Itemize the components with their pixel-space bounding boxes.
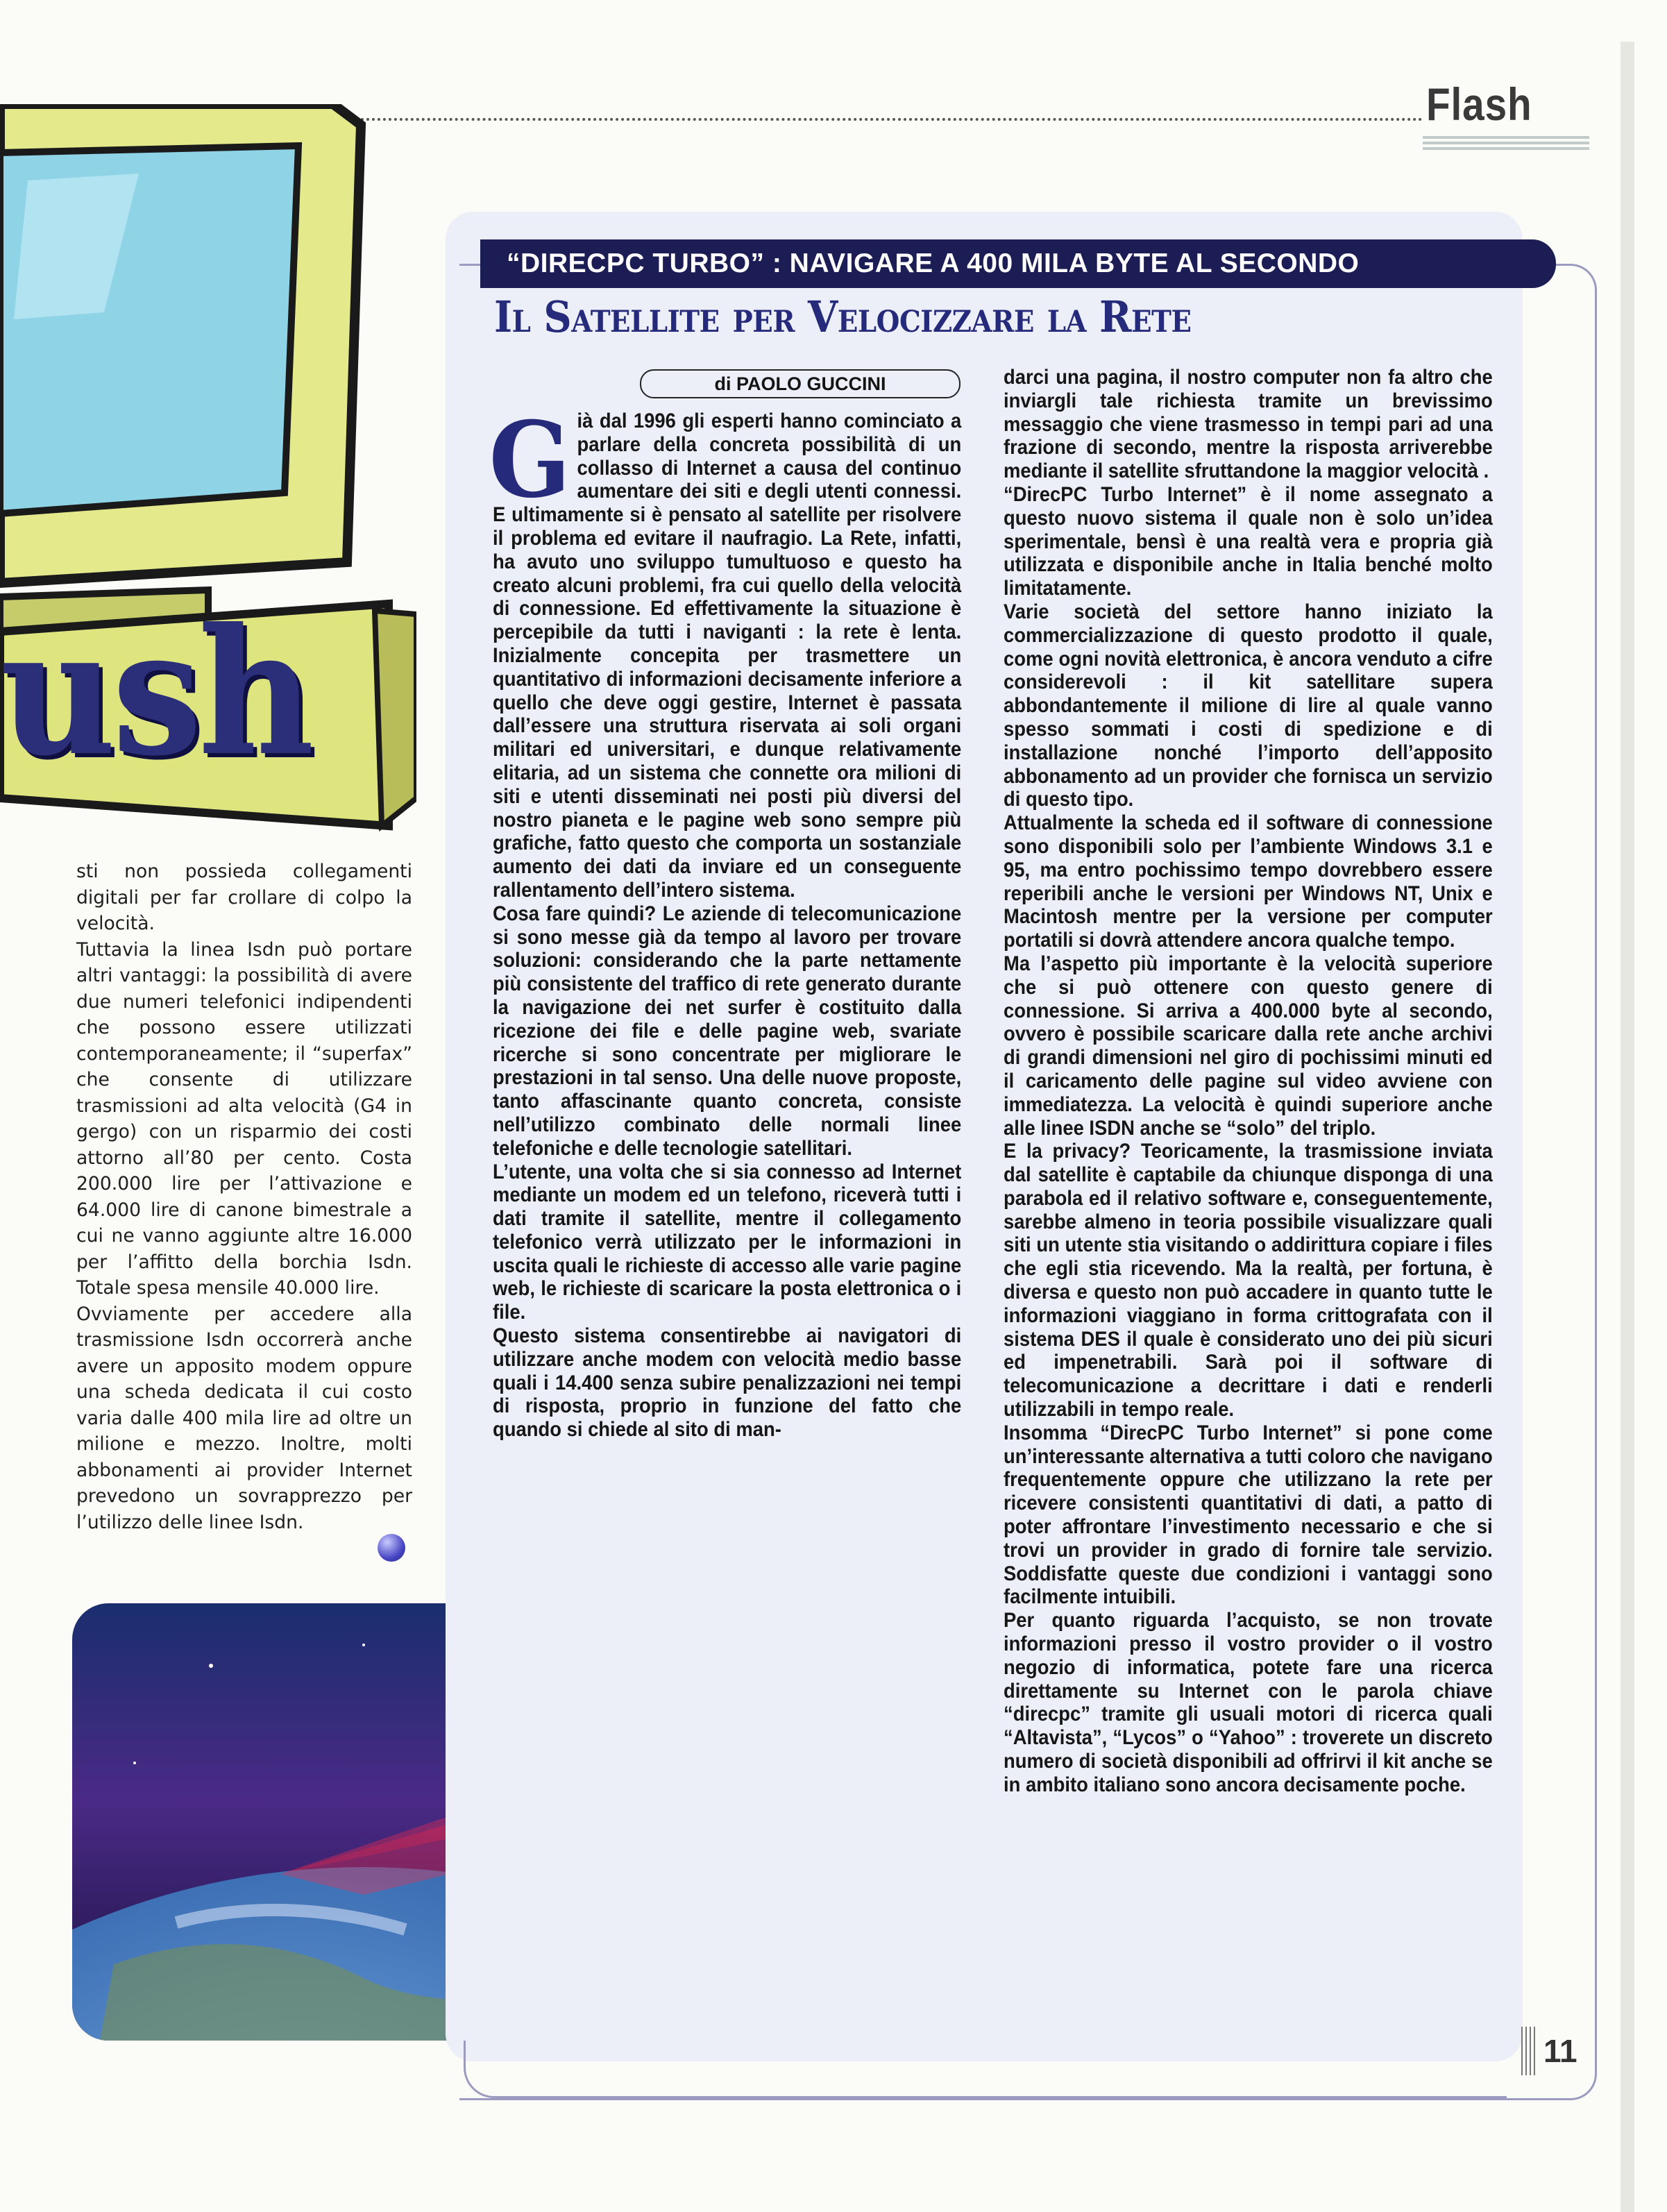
article-column-1 [489,399,962,1442]
paragraph: Ma l’aspetto più importante è la velocità superiore che si può ottenere con questo genere di connessione. Si arriva a 400.000 byte al secondo, ovvero è possibile scaricare dalla rete anche archivi di grandi dimensioni nel giro di pochissimi minuti ed il caricamento delle pagine sul video avviene con immediatezza. La velocità è quindi superiore anche alle linee ISDN anche se “solo” del triplo. [1004,952,1493,1140]
paragraph: Attualmente la scheda ed il software di connessione sono disponibili solo per l’ambiente Windows 3.1 e 95, ma entro pochissimo tempo dovrebbero essere reperibili anche le versioni per Windows NT, Unix e Macintosh mentre per la versione per computer portatili si dovrà attendere ancora qualche tempo. [1004,811,1493,952]
paragraph: sti non possieda collegamenti digitali per far crollare di colpo la velocità. [76,861,412,934]
paragraph: Già dal 1996 gli esperti hanno cominciato a parlare della concreta possibilità di un collasso di Internet a causa del continuo aumentare dei siti e degli utenti connessi. E ultimamente si è pensato al satellite per risolvere il problema ed evitare il naufragio. La Rete, infatti, ha avuto uno sviluppo tumultuoso e questo ha creato alcuni problemi, fra cui quello della velocità di connessione. Ed effettivamente la situazione è percepibile da tutti i naviganti : la rete è lenta. Inizialmente concepita per trasmettere un quantitativo di informazioni decisamente inferiore a quello che deve oggi gestire, Internet è passata dall’essere una struttura riservata ai soli organi militari ed universitari, e dunque relativamente elitaria, ad un sistema che connette ora milioni di siti e utenti disseminati nei posti più diversi del nostro pianeta e le pagine web sono sempre più grafiche, fatto questo che comporta un sostanziale aumento dei dati da inviare ed un conseguente rallentamento dell’intero sistema. [489,399,962,902]
section-title-underline [1423,136,1589,153]
paragraph: Per quanto riguarda l’acquisto, se non trovate informazioni presso il vostro provider o il vostro negozio di informatica, potete fare una ricerca direttamente su Internet con le parola chiave “direcpc” tramite gli usuali motori di ricerca quali “Altavista”, “Lycos” o “Yahoo” : troverete un discreto numero di società disponibili ad offrirvi il kit anche se in ambito italiano sono ancora decisamente poche. [1004,1609,1493,1796]
header-rule [361,118,1423,121]
section-title: Flash [1426,78,1532,130]
article-byline: di PAOLO GUCCINI [640,369,961,398]
article-frame-bottom [464,2041,1507,2098]
end-of-article-dot [378,1534,405,1562]
drop-cap: G [489,399,571,521]
paragraph: Insomma “DirecPC Turbo Internet” si pone come un’interessante alternativa a tutti coloro che navigano frequentemente oppure che utilizzano la rete per ricevere consistenti quantitativi di dati, a patto di poter affrontare l’investimento necessario e che si trovi un provider in grado di fornire tale servizio. Soddisfatte queste due condizioni i vantaggi sono facilmente intuibili. [1004,1421,1493,1609]
paragraph: L’utente, una volta che si sia connesso ad Internet mediante un modem ed un telefono, riceverà tutti i dati tramite il satellite, mentre il collegamento telefonico verrà utilizzato per le informazioni in uscita quali le richieste di accesso alle varie pagine web, le richieste di scaricare la posta elettronica o i file. [493,1160,962,1324]
article-kicker: “DIRECPC TURBO” : NAVIGARE A 400 MILA BYTE AL SECONDO [480,239,1556,288]
left-column-text [76,859,412,1535]
page-edge [1621,42,1634,2212]
page-number-bars [1521,2027,1537,2075]
article-title: Il Satellite per Velocizzare la Rete [494,292,1192,342]
paragraph: E la privacy? Teoricamente, la trasmissione inviata dal satellite è captabile da chiunque disponga di una parabola ed il relativo software e, conseguentemente, sarebbe almeno in teoria possibile visualizzare quali siti un utente stia visitando o addirittura copiare i files che egli stia ricevendo. Ma la realtà, per fortuna, è diversa e questo non può accadere in quanto tutte le informazioni viaggiano in forma crittografata con il sistema DES il quale è considerato uno dei più sicuri ed impenetrabili. Sarà poi il software di telecomunicazione a decrittare i dati e renderli utilizzabili in tempo reale. [1004,1140,1493,1421]
paragraph: “DirecPC Turbo Internet” è il nome assegnato a questo nuovo sistema il quale non è solo un’idea sperimentale, bensì è una realtà vera e propria già utilizzata e disponibile anche in Italia benché molto limitatamente. [1004,482,1493,600]
paragraph: Varie società del settore hanno iniziato la commercializzazione di questo prodotto il quale, come ogni novità elettronica, è ancora venduto a cifre considerevoli : il kit satellitare supera abbondantemente il milione di lire al quale vanno spesso sommati i costi di spedizione e di installazione nonché l’importo dell’apposito abbonamento ad un provider che fornisca un servizio di questo tipo. [1004,600,1493,811]
computer-base-side [375,611,416,826]
paragraph: Ovviamente per accedere alla trasmissione Isdn occorrerà anche avere un apposito modem oppure una scheda dedicata il cui costo varia dalle 400 mila lire ad oltre un milione e mezzo. Inoltre, molti abbonamenti ai provider Internet prevedono un sovrapprezzo per l’utilizzo delle linee Isdn. [76,1303,412,1533]
flash-logo-fragment: ush [0,590,311,794]
paragraph: Tuttavia la linea Isdn può portare altri vantaggi: la possibilità di avere due numeri telefonici indipendenti che possono essere utilizzati contemporaneamente; il “superfax” che consente di utilizzare trasmissioni ad alta velocità (G4 in gergo) con un risparmio dei costi attorno all’80 per cento. Costa 200.000 lire per l’attivazione e 64.000 lire di canone bimestrale a cui ne vanno aggiunte altre 16.000 per l’affitto della borchia Isdn. Totale spesa mensile 40.000 lire. [76,938,412,1299]
paragraph: Cosa fare quindi? Le aziende di telecomunicazione si sono messe già da tempo al lavoro per trovare soluzioni: considerando che la parte nettamente più consistente del traffico di rete generato durante la navigazione dei net surfer è costituito dalla ricezione dei file e delle pagine web, svariate ricerche si sono concentrate per migliorare le prestazioni in tal senso. Una delle nuove proposte, tanto affascinante quanto concreta, consiste nell’utilizzo combinato delle normali linee telefoniche e delle tecnologie satellitari. [493,902,962,1160]
article-column-2 [1004,366,1493,1797]
page-number: 11 [1543,2033,1577,2069]
paragraph: Questo sistema consentirebbe ai navigatori di utilizzare anche modem con velocità medio basse quali i 14.400 senza subire penalizzazioni nei tempi di risposta, proprio in funzione del fatto che quando si chiede al sito di man- [493,1324,962,1442]
paragraph: darci una pagina, il nostro computer non fa altro che inviargli tale richiesta tramite un brevissimo messaggio che viene trasmesso in tempi pari ad una frazione di secondo, mentre la risposta arriverebbe mediante il satellite sfruttandone la maggior velocità . [1004,366,1493,483]
